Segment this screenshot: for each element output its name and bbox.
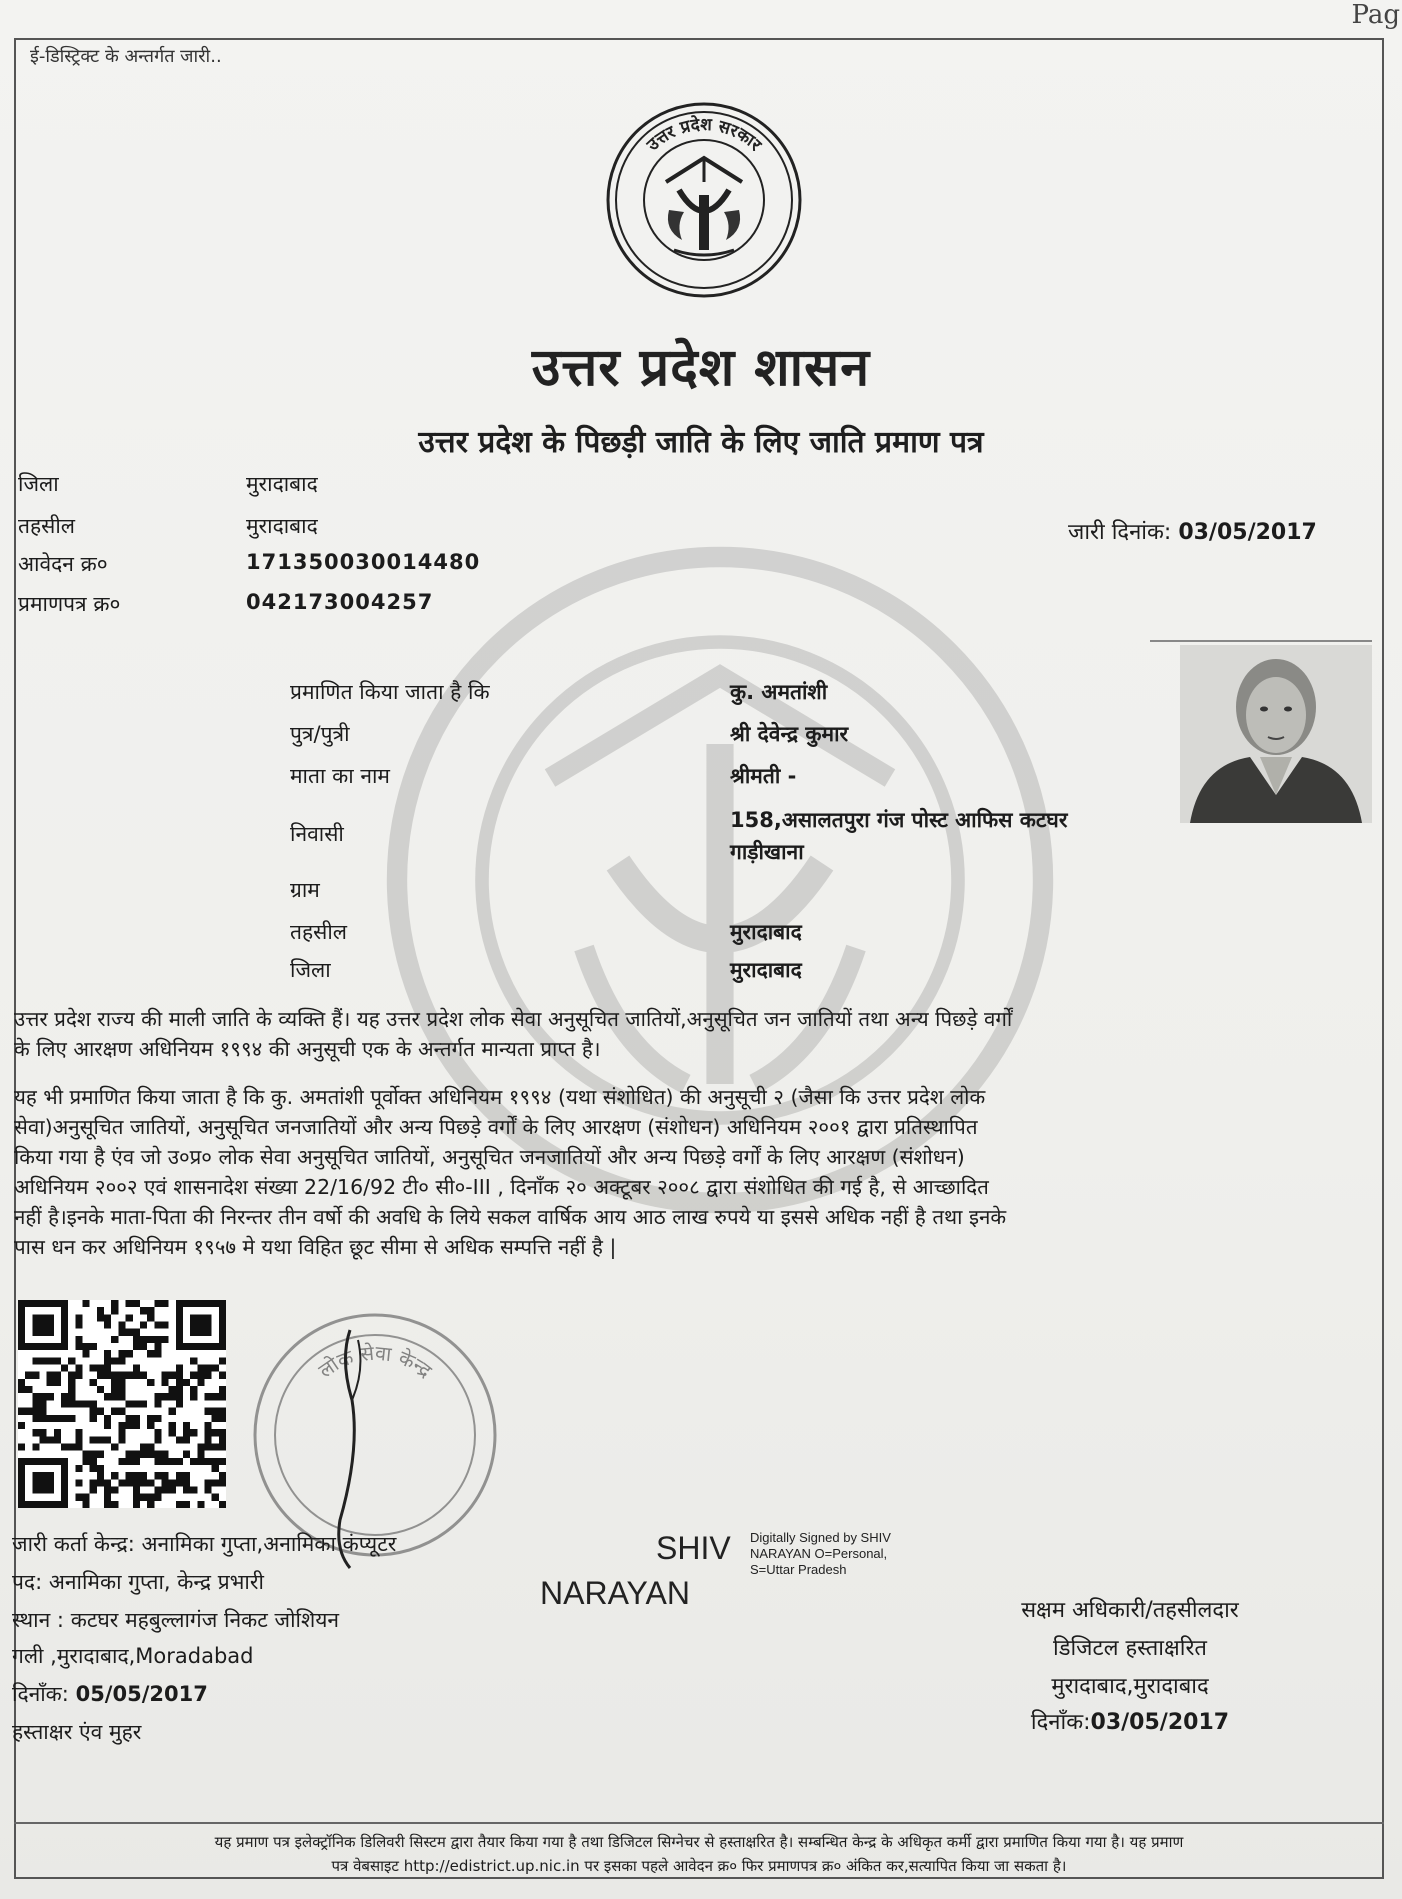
- certificate-number-value: 042173004257: [246, 590, 434, 614]
- issuing-date-label: दिनाँक:: [12, 1682, 69, 1706]
- district-value: मुरादाबाद: [246, 472, 318, 496]
- page-number-fragment: Pag: [1351, 0, 1400, 30]
- issued-under-e-district: ई-डिस्ट्रिक्ट के अन्तर्गत जारी..: [30, 46, 222, 67]
- detail-tehsil-value: मुरादाबाद: [730, 920, 802, 944]
- mother-name: श्रीमती -: [730, 764, 797, 788]
- signature-and-seal-label: हस्ताक्षर एंव मुहर: [12, 1720, 142, 1744]
- resident-label: निवासी: [290, 822, 344, 846]
- authority-date: [960, 1706, 1300, 1736]
- authority-digitally-signed: डिजिटल हस्ताक्षरित: [1053, 1636, 1207, 1661]
- authority-place: मुरादाबाद,मुरादाबाद: [1051, 1674, 1209, 1699]
- issuing-center: जारी कर्ता केन्द्र: अनामिका गुप्ता,अनामिका कंप्यूटर: [12, 1532, 397, 1556]
- issuing-post: पद: अनामिका गुप्ता, केन्द्र प्रभारी: [12, 1570, 264, 1594]
- dsig-line: S=Uttar Pradesh: [750, 1562, 847, 1577]
- application-number-value: 171350030014480: [246, 550, 481, 574]
- certificate-title: उत्तर प्रदेश शासन: [531, 337, 871, 398]
- up-government-seal-icon: [604, 100, 804, 300]
- verification-qr-code-icon: [18, 1300, 226, 1508]
- creamy-layer-paragraph: [14, 1082, 1386, 1262]
- paragraph-line: के लिए आरक्षण अधिनियम १९९४ की अनुसूची एक के अन्तर्गत मान्यता प्राप्त है।: [14, 1037, 601, 1061]
- authority-date-label: दिनाँक:: [1030, 1710, 1091, 1735]
- authority-date-value: 03/05/2017: [1090, 1710, 1230, 1735]
- paragraph-line: किया गया है एंव जो उ०प्र० लोक सेवा अनुसूचित जातियों, अनुसूचित जनजातियों और अन्य पिछड़े वर्गों के लिए आरक्षण (संशोधन): [14, 1145, 965, 1169]
- issuing-date-value: 05/05/2017: [75, 1682, 208, 1706]
- paragraph-line: अधिनियम २००२ एवं शासनादेश संख्या 22/16/92 टी० सी०-III , दिनाँक २० अक्टूबर २००८ द्वारा संशोधित की गई है, से आच्छादित: [14, 1175, 989, 1199]
- issue-date: [1068, 516, 1317, 546]
- paragraph-line: उत्तर प्रदेश राज्य की माली जाति के व्यक्ति हैं। यह उत्तर प्रदेश लोक सेवा अनुसूचित जातियों,अनुसूचित जन जातियों तथा अन्य पिछड़े वर्गों: [14, 1007, 1013, 1031]
- issuing-place: स्थान : कटघर महबुल्लागंज निकट जोशियन: [12, 1608, 340, 1632]
- mother-name-label: माता का नाम: [290, 764, 390, 788]
- footer-line: पत्र वेबसाइट http://edistrict.up.nic.in पर इसका पहले आवेदन क्र० फिर प्रमाणपत्र क्र० अंकित कर,सत्यापित किया जा सकता है।: [331, 1857, 1067, 1875]
- photo-divider: [1150, 640, 1372, 642]
- issue-date-value: 03/05/2017: [1178, 520, 1317, 545]
- applicant-name: कु. अमतांशी: [730, 680, 828, 704]
- applicant-photo: [1180, 645, 1372, 823]
- issuing-date: [12, 1680, 208, 1708]
- footer-line: यह प्रमाण पत्र इलेक्ट्रॉनिक डिलिवरी सिस्टम द्वारा तैयार किया गया है तथा डिजिटल सिग्नेचर से हस्ताक्षरित है। सम्बन्धित केन्द्र के अधिकृत कर्मी द्वारा प्रमाणित किया गया है। यह प्रमाण: [214, 1833, 1184, 1851]
- detail-tehsil-label: तहसील: [290, 920, 347, 944]
- detail-district-value: मुरादाबाद: [730, 958, 802, 982]
- tehsil-value: मुरादाबाद: [246, 514, 318, 538]
- application-number-label: आवेदन क्र०: [18, 552, 108, 576]
- authority-title: सक्षम अधिकारी/तहसीलदार: [1021, 1598, 1239, 1623]
- paragraph-line: पास धन कर अधिनियम १९५७ मे यथा विहित छूट सीमा से अधिक सम्पत्ति नहीं है |: [14, 1235, 617, 1259]
- dsig-line: NARAYAN O=Personal,: [750, 1546, 888, 1561]
- issuing-place-line2: गली ,मुरादाबाद,Moradabad: [12, 1644, 254, 1668]
- certified-that-label: प्रमाणित किया जाता है कि: [290, 680, 490, 704]
- caste-statement-paragraph: [14, 1004, 1386, 1064]
- father-name: श्री देवेन्द्र कुमार: [730, 722, 849, 746]
- certificate-number-label: प्रमाणपत्र क्र०: [18, 592, 121, 616]
- paragraph-line: सेवा)अनुसूचित जातियों, अनुसूचित जनजातियों और अन्य पिछड़े वर्गों के लिए आरक्षण (संशोधन) अधिनियम २००१ द्वारा प्रतिस्थापित: [14, 1115, 978, 1139]
- son-daughter-label: पुत्र/पुत्री: [290, 722, 350, 746]
- paragraph-line: नहीं है।इनके माता-पिता की निरन्तर तीन वर्षो की अवधि के लिये सकल वार्षिक आय आठ लाख रुपये या इससे अधिक नहीं है तथा इनके: [14, 1205, 1007, 1229]
- detail-district-label: जिला: [290, 958, 331, 982]
- footer-note: [14, 1830, 1384, 1878]
- svg-text:उत्तर प्रदेश सरकार: उत्तर प्रदेश सरकार: [643, 114, 766, 156]
- paragraph-line: यह भी प्रमाणित किया जाता है कि कु. अमतांशी पूर्वोक्त अधिनियम १९९४ (यथा संशोधित) की अनुसूची २ (जैसा कि उत्तर प्रदेश लोक: [14, 1085, 986, 1109]
- tehsil-label: तहसील: [18, 514, 75, 538]
- dsig-line: Digitally Signed by SHIV: [750, 1530, 891, 1545]
- digital-signature-details: [750, 1530, 891, 1578]
- resident-address: 158,असालतपुरा गंज पोस्ट आफिस कटघर: [730, 808, 1068, 832]
- resident-address-line2: गाड़ीखाना: [730, 840, 804, 864]
- village-label: ग्राम: [290, 878, 320, 902]
- certificate-subtitle: उत्तर प्रदेश के पिछड़ी जाति के लिए जाति प्रमाण पत्र: [418, 425, 984, 460]
- district-label: जिला: [18, 472, 59, 496]
- issue-date-label: जारी दिनांक:: [1068, 520, 1172, 545]
- svg-text:लोक सेवा केन्द्र: लोक सेवा केन्द्र: [314, 1340, 437, 1383]
- footer-divider: [14, 1822, 1384, 1824]
- digital-signer-surname: NARAYAN: [540, 1575, 690, 1611]
- digital-signer-name: SHIV: [656, 1530, 731, 1566]
